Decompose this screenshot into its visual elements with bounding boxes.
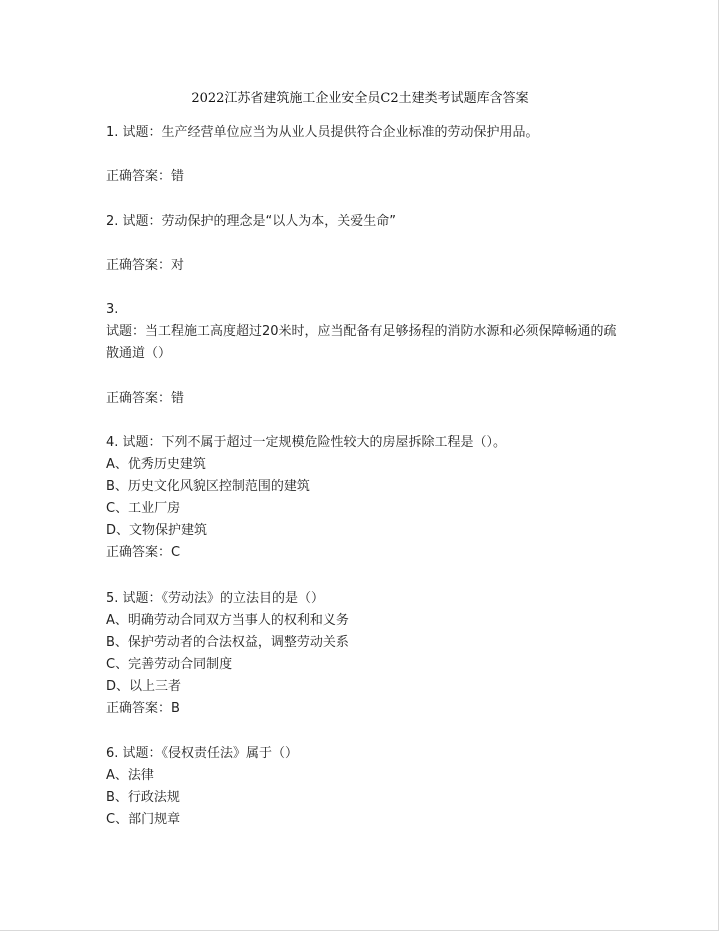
question-5-option-d: D、以上三者 xyxy=(106,679,182,694)
question-4-option-d: D、文物保护建筑 xyxy=(106,523,208,538)
question-3-number: 3. xyxy=(106,302,119,317)
document-title: 2022江苏省建筑施工企业安全员C2土建类考试题库含答案 xyxy=(191,91,529,106)
answer-3: 正确答案：错 xyxy=(106,391,185,406)
question-5-option-b: B、保护劳动者的合法权益，调整劳动关系 xyxy=(106,635,349,650)
question-4: 4. 试题：下列不属于超过一定规模危险性较大的房屋拆除工程是（）。 xyxy=(106,435,507,450)
question-5-option-c: C、完善劳动合同制度 xyxy=(106,657,233,672)
question-5: 5. 试题：《劳动法》的立法目的是（） xyxy=(106,591,325,606)
answer-5: 正确答案：B xyxy=(106,701,180,716)
question-6-option-c: C、部门规章 xyxy=(106,812,181,827)
question-6-option-a: A、法律 xyxy=(106,768,154,783)
question-2: 2. 试题：劳动保护的理念是“以人为本，关爱生命” xyxy=(106,214,397,229)
question-6: 6. 试题：《侵权责任法》属于（） xyxy=(106,746,299,761)
answer-2: 正确答案：对 xyxy=(106,258,185,273)
answer-4: 正确答案：C xyxy=(106,545,181,560)
question-1: 1. 试题：生产经营单位应当为从业人员提供符合企业标准的劳动保护用品。 xyxy=(106,125,539,140)
question-4-option-c: C、工业厂房 xyxy=(106,501,181,516)
question-4-option-a: A、优秀历史建筑 xyxy=(106,457,206,472)
question-4-option-b: B、历史文化风貌区控制范围的建筑 xyxy=(106,479,310,494)
question-3: 试题：当工程施工高度超过20米时，应当配备有足够扬程的消防水源和必须保障畅通的疏散通道（） xyxy=(106,324,617,361)
question-6-option-b: B、行政法规 xyxy=(106,790,180,805)
question-5-option-a: A、明确劳动合同双方当事人的权利和义务 xyxy=(106,613,349,628)
answer-1: 正确答案：错 xyxy=(106,169,185,184)
